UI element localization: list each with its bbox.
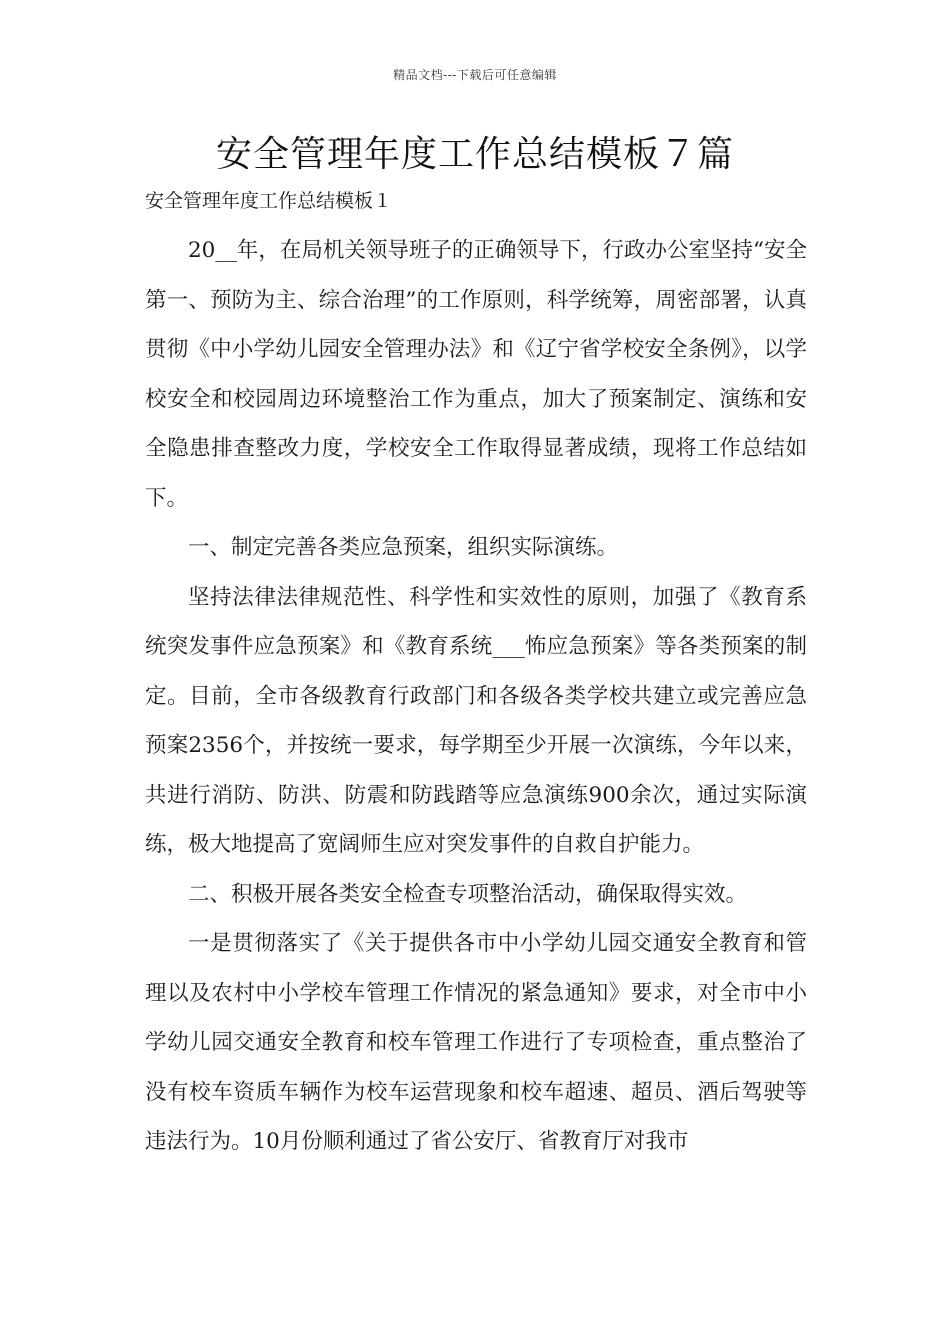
paragraph-traffic-safety: 一是贯彻落实了《关于提供各市中小学幼儿园交通安全教育和管理以及农村中小学校车管理工作情况的紧急通知》要求，对全市中小学幼儿园交通安全教育和校车管理工作进行了专项检查，重点整治了没有校车资质车辆作为校车运营现象和校车超速、超员、酒后驾驶等违法行为。10月份顺利通过了省公安厅、省教育厅对我市	[145, 931, 807, 1154]
paragraph-intro: 20__年，在局机关领导班子的正确领导下，行政办公室坚持“安全第一、预防为主、综合治理”的工作原则，科学统筹，周密部署，认真贯彻《中小学幼儿园安全管理办法》和《辽宁省学校安全条例》，以学校安全和校园周边环境整治工作为重点，加大了预案制定、演练和安全隐患排查整改力度，学校安全工作取得显著成绩，现将工作总结如下。	[145, 238, 807, 511]
section-subtitle: 安全管理年度工作总结模板１	[145, 190, 393, 212]
paragraph-emergency-plans: 坚持法律法律规范性、科学性和实效性的原则，加强了《教育系统突发事件应急预案》和《教育系统___怖应急预案》等各类预案的制定。目前，全市各级教育行政部门和各级各类学校共建立或完善应急预案2356个，并按统一要求，每学期至少开展一次演练，今年以来，共进行消防、防洪、防震和防践踏等应急演练900余次，通过实际演练，极大地提高了宽阔师生应对突发事件的自救自护能力。	[145, 584, 807, 857]
header-note: 精品文档---下载后可任意编辑	[393, 68, 557, 82]
section-heading-2: 二、积极开展各类安全检查专项整治活动，确保取得实效。	[188, 881, 748, 907]
section-heading-1: 一、制定完善各类应急预案，组织实际演练。	[188, 535, 619, 560]
document-title: 安全管理年度工作总结模板７篇	[215, 134, 734, 175]
document-body	[145, 184, 807, 1167]
